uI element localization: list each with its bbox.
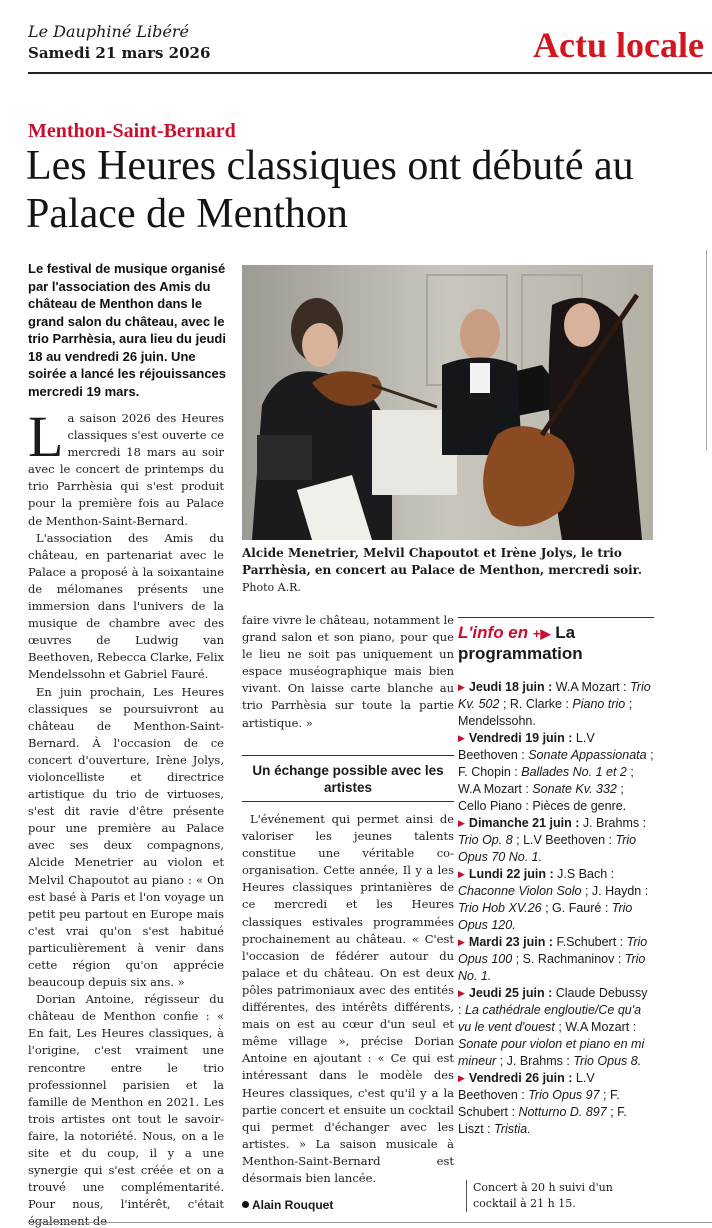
programme-text: ; W.A Mozart : xyxy=(554,1020,637,1034)
programme-text: W.A Mozart : xyxy=(555,680,631,694)
paragraph: L'association des Amis du château, en partenariat avec le Palace a proposé à la soixantaine de mélomanes présents une immersion dans l'univers de la musique de chambre avec des œuvres de Ludwig van Beethoven, Rebecca Clarke, Felix Mendelssohn et Gabriel Fauré. xyxy=(28,530,224,682)
programme-work: Piano trio xyxy=(572,697,626,711)
programme-date: Jeudi 25 juin : xyxy=(468,986,556,1000)
masthead xyxy=(28,20,712,72)
subhead-rule-top xyxy=(242,755,454,756)
programme-work: Trio Opus 70 No. 1. xyxy=(458,833,637,864)
section-title: Actu locale xyxy=(533,25,704,65)
programme-text: ; F. Liszt : xyxy=(458,1105,627,1136)
article-kicker: Menthon-Saint-Bernard xyxy=(28,120,236,142)
programme-entry xyxy=(458,934,654,985)
info-box-heading: L'info en +▶ La programmation xyxy=(458,623,583,663)
issue-date: Samedi 21 mars 2026 xyxy=(28,44,211,62)
page-edge xyxy=(706,250,712,450)
programme-work: Sonate Kv. 332 xyxy=(532,782,617,796)
programme-work: Sonate pour violon et piano en mi mineur xyxy=(458,1037,645,1068)
paragraph: Dorian Antoine, régisseur du château de Menthon confie : « En fait, Les Heures classiques, à l'origine, c'est vraiment une rencontre entre le trio professionnel parisien et la famille de Menthon en 2021. Les trois artistes ont tout le savoir-faire, la notoriété. Nous, on a le site et du coup, il y a une synergie qui s'est créée et on a trouvé une complémentarité. Pour nous, l'intérêt, c'était xyxy=(28,992,224,1212)
programme-text: ; G. Fauré : xyxy=(541,901,612,915)
programme-work: Ballades No. 1 et 2 xyxy=(521,765,627,779)
programme-work: Trio Kv. 502 xyxy=(458,680,651,711)
programme-work: Chaconne Violon Solo xyxy=(458,884,582,898)
programme-entry xyxy=(458,1070,654,1138)
programme-work: Sonate Appassionata xyxy=(528,748,647,762)
programme-text: ; W.A Mozart : xyxy=(458,765,634,796)
masthead-divider xyxy=(28,72,712,74)
triangle-right-icon: ▶ xyxy=(458,1073,465,1083)
triangle-right-icon: ▶ xyxy=(458,937,465,947)
programme-text: ; J. Haydn : xyxy=(581,884,649,898)
bullet-icon xyxy=(242,1201,249,1208)
programme-entry xyxy=(458,866,654,934)
article-column-2-bottom xyxy=(242,811,454,1187)
programme-work: Notturno D. 897 xyxy=(518,1105,607,1119)
article-headline: Les Heures classiques ont débuté au Palace de Menthon xyxy=(26,143,634,237)
programme-date: Lundi 22 juin : xyxy=(468,867,558,881)
triangle-right-icon: ▶ xyxy=(540,626,551,641)
programme-entry xyxy=(458,985,654,1070)
photo-caption: Alcide Menetrier, Melvil Chapoutot et Irène Jolys, le trio Parrhèsia, en concert au Palace de Menthon, mercredi soir. Photo A.R. xyxy=(242,546,643,594)
triangle-right-icon: ▶ xyxy=(458,682,465,692)
programme-date: Dimanche 21 juin : xyxy=(468,816,583,830)
programme-entry xyxy=(458,815,654,866)
programme-work: Trio Opus 120. xyxy=(458,901,633,932)
paragraph: La saison 2026 des Heures classiques s'est ouverte ce mercredi 18 mars au soir avec le concert de printemps du trio Parrhèsia qui s'est produit pour la première fois au Palace de Menthon-Saint-Bernard. xyxy=(28,404,224,528)
programme-text: J.S Bach : xyxy=(557,867,615,881)
programme-text: J. Brahms : xyxy=(582,816,647,830)
programme-work: Trio No. 1. xyxy=(458,952,646,983)
programme-date: Vendredi 26 juin : xyxy=(468,1071,576,1085)
photo-credit: Photo A.R. xyxy=(242,581,301,594)
programme-date: Jeudi 18 juin : xyxy=(468,680,556,694)
programme-text: ; R. Clarke : xyxy=(499,697,573,711)
subhead-rule-bottom xyxy=(242,801,454,802)
programme-work: La cathédrale engloutie/Ce qu'a vu le vent d'ouest xyxy=(458,1003,642,1034)
article-column-2-top xyxy=(242,612,454,732)
plus-icon: + xyxy=(532,626,541,641)
programme-text: L.V Beethoven : xyxy=(458,731,595,762)
triangle-right-icon: ▶ xyxy=(458,988,465,998)
page-bottom-rule xyxy=(28,1222,712,1223)
info-box-rule xyxy=(458,617,654,618)
programme-text: ; Mendelssohn. xyxy=(458,697,633,728)
programme-text: ; L.V Beethoven : xyxy=(512,833,616,847)
programme-text: ; S. Rachmaninov : xyxy=(512,952,625,966)
programme-date: Mardi 23 juin : xyxy=(468,935,557,949)
programme-text: ; F. Schubert : xyxy=(458,1088,620,1119)
article-column-1 xyxy=(28,404,224,1228)
triangle-right-icon: ▶ xyxy=(458,869,465,879)
programme-text: F.Schubert : xyxy=(556,935,627,949)
programme-entry xyxy=(458,679,654,730)
triangle-right-icon: ▶ xyxy=(458,733,465,743)
article-photo xyxy=(242,265,653,540)
concert-note: Concert à 20 h suivi d'un cocktail à 21 h 15. xyxy=(466,1180,656,1212)
programme-text: ; F. Chopin : xyxy=(458,748,654,779)
programme-text: L.V Beethoven : xyxy=(458,1071,595,1102)
paragraph: faire vivre le château, notamment le grand salon et son piano, pour que le lieu ne soit pas uniquement un espace muséographique mais bien vivant. On laisse carte blanche au trio Parrhèsia sur toute la partie artistique. » xyxy=(242,613,454,730)
triangle-right-icon: ▶ xyxy=(458,818,465,828)
article-lede: Le festival de musique organisé par l'association des Amis du château de Menthon dans le grand salon du château, avec le trio Parrhèsia, aura lieu du jeudi 18 au vendredi 26 juin. Une soirée a lancé les réjouissances mercredi 19 mars. xyxy=(28,261,227,399)
programme-work: Trio Hob XV.26 xyxy=(458,901,542,915)
programme-date: Vendredi 19 juin : xyxy=(468,731,576,745)
newspaper-name: Le Dauphiné Libéré xyxy=(28,22,189,41)
programme-work: Trio Op. 8 xyxy=(458,833,513,847)
programme-work: Trio Opus 8. xyxy=(573,1054,642,1068)
programme-text: ; Cello Piano : Pièces de genre. xyxy=(458,782,627,813)
programme-entry xyxy=(458,730,654,815)
programme-text: ; J. Brahms : xyxy=(496,1054,574,1068)
paragraph: L'événement qui permet ainsi de valoriser les jeunes talents constitue une véritable co-organisation. Cette année, Il y a les Heures classiques printanières de ce mercredi et les Heures classiques estivales programmées prochainement au château. « C'est l'occasion de fédérer autour du palace et du château. On est deux pôles patrimoniaux avec des entités différentes, des intérêts différents, mais on est au cœur d'un seul et même village », précise Dorian Antoine en ajoutant : « Ce qui est intéressant dans le modèle des Heures classiques, c'est qu'il y a la partie concert et ensuite un cocktail qui permet d'échanger avec les artistes. » La saison musicale à Menthon-Saint-Bernard est désormais bien lancée. xyxy=(242,812,454,1185)
programme-work: Trio Opus 100 xyxy=(458,935,648,966)
drop-cap: L xyxy=(28,404,64,469)
subheading: Un échange possible avec les artistes xyxy=(252,763,444,795)
paragraph: En juin prochain, Les Heures classiques se poursuivront au château de Menthon-Saint-Bernard. À l'occasion de ce concert d'ouverture, Irène Jolys, violoncelliste et directrice artistique du trio de virtuoses, s'est dit ravie d'être présente pour une première au Palace avec ses deux compagnons, Alcide Menetrier au violon et Melvil Chapoutot au piano : « On est basé à Paris et l'on voyage un petit peu partout en Europe mais c'est vrai qu'on s'est habitué particulièrement à venir dans cette région qu'on apprécie beaucoup depuis six ans. » xyxy=(28,684,224,990)
programme-text: Claude Debussy : xyxy=(458,986,648,1017)
programme-work: Trio Opus 97 xyxy=(528,1088,600,1102)
programme-work: Tristia. xyxy=(494,1122,531,1136)
programme-list xyxy=(458,679,654,1138)
author-byline: Alain Rouquet xyxy=(242,1198,333,1212)
